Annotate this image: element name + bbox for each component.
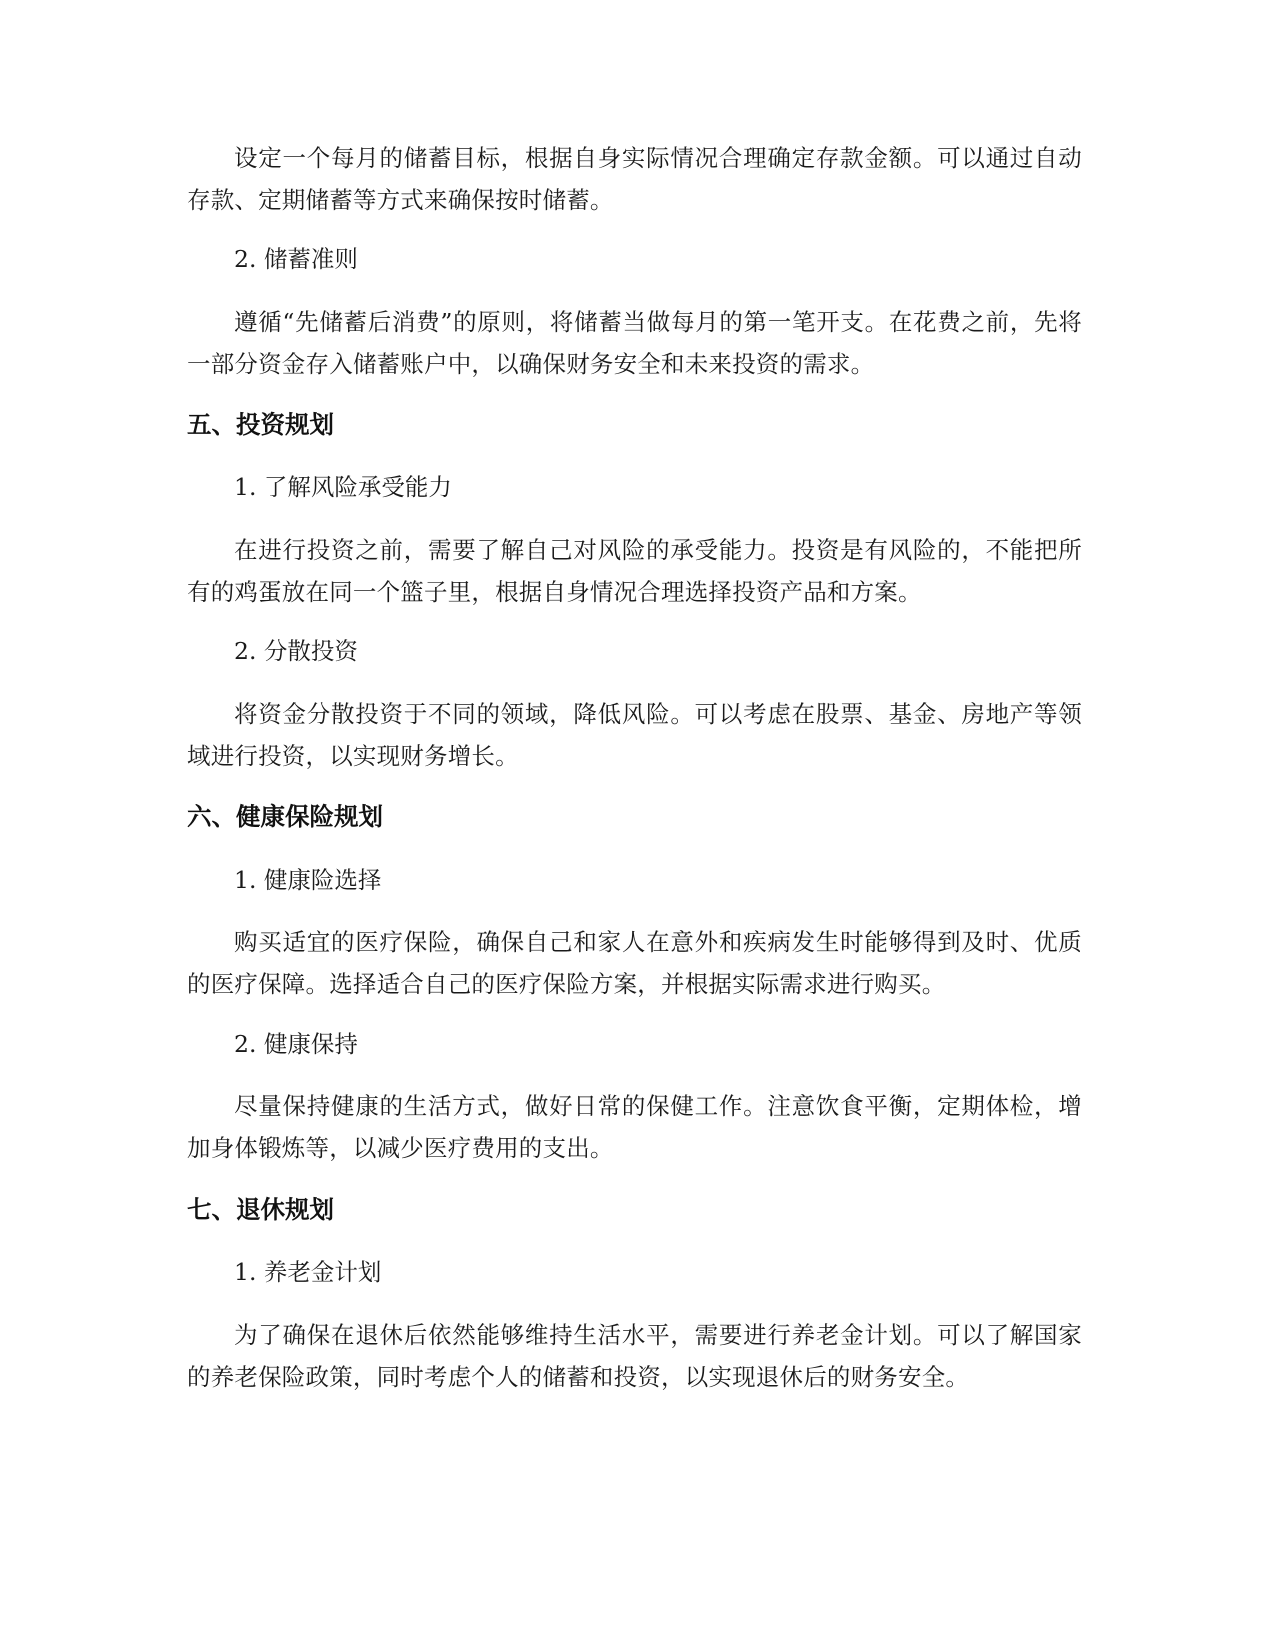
subheading-insurance-choice: 1. 健康险选择 xyxy=(234,866,382,894)
heading-retirement-planning: 七、退休规划 xyxy=(187,1195,334,1224)
paragraph-insurance-choice: 购买适宜的医疗保险，确保自己和家人在意外和疾病发生时能够得到及时、优质的医疗保障。选择适合自己的医疗保险方案，并根据实际需求进行购买。 xyxy=(187,928,1082,998)
subheading-health-maintenance: 2. 健康保持 xyxy=(234,1030,358,1058)
subheading-pension-plan: 1. 养老金计划 xyxy=(234,1258,382,1286)
paragraph-health-maintenance: 尽量保持健康的生活方式，做好日常的保健工作。注意饮食平衡，定期体检，增加身体锻炼等，以减少医疗费用的支出。 xyxy=(187,1092,1082,1162)
subheading-diversification: 2. 分散投资 xyxy=(234,637,358,665)
paragraph-saving-rule: 遵循“先储蓄后消费”的原则，将储蓄当做每月的第一笔开支。在花费之前，先将一部分资金存入储蓄账户中，以确保财务安全和未来投资的需求。 xyxy=(187,308,1082,378)
paragraph-pension-plan: 为了确保在退休后依然能够维持生活水平，需要进行养老金计划。可以了解国家的养老保险政策，同时考虑个人的储蓄和投资，以实现退休后的财务安全。 xyxy=(187,1321,1082,1391)
paragraph-diversification: 将资金分散投资于不同的领域，降低风险。可以考虑在股票、基金、房地产等领域进行投资，以实现财务增长。 xyxy=(187,700,1082,770)
paragraph-risk-tolerance: 在进行投资之前，需要了解自己对风险的承受能力。投资是有风险的，不能把所有的鸡蛋放在同一个篮子里，根据自身情况合理选择投资产品和方案。 xyxy=(187,536,1082,606)
heading-investment-planning: 五、投资规划 xyxy=(187,410,334,439)
paragraph-savings-goal: 设定一个每月的储蓄目标，根据自身实际情况合理确定存款金额。可以通过自动存款、定期储蓄等方式来确保按时储蓄。 xyxy=(187,144,1082,214)
subheading-risk-tolerance: 1. 了解风险承受能力 xyxy=(234,473,452,501)
heading-health-insurance-planning: 六、健康保险规划 xyxy=(187,802,383,831)
subheading-saving-rule: 2. 储蓄准则 xyxy=(234,245,358,273)
